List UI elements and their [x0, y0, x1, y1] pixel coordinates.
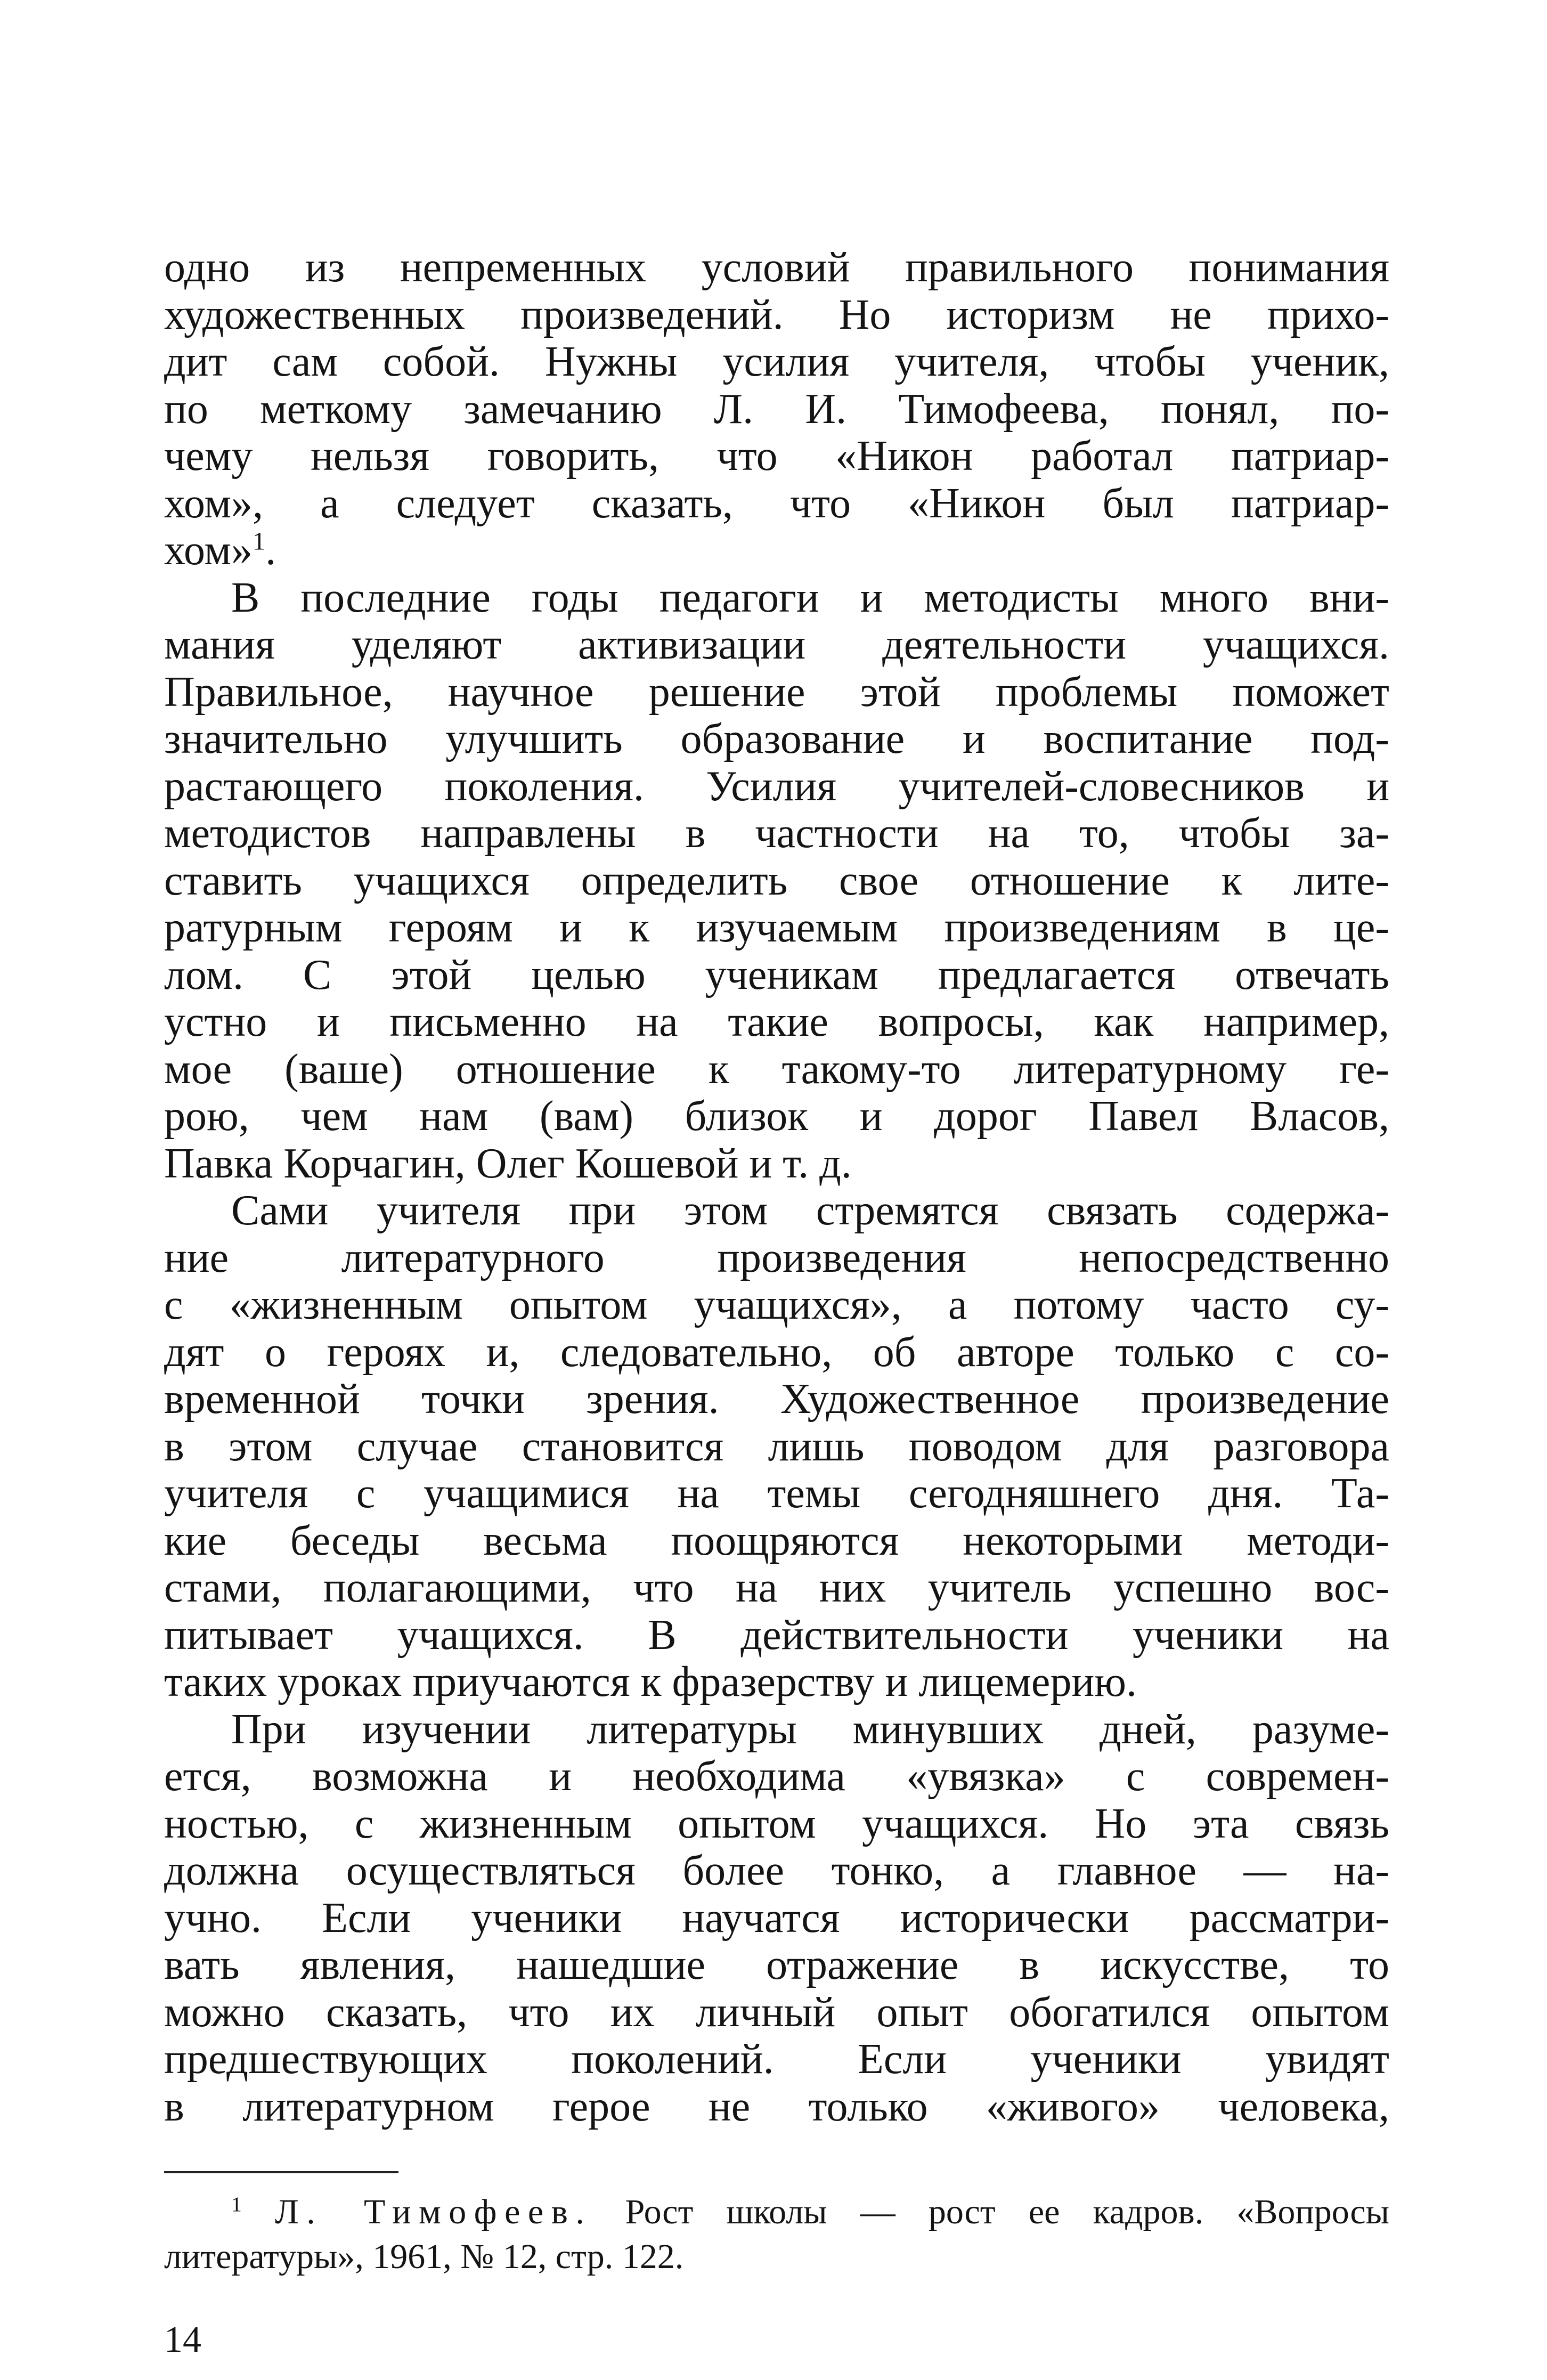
- text-line: художественных произведений. Но историзм не прихо-: [164, 291, 1389, 338]
- text-line: дит сам собой. Нужны усилия учителя, чтобы ученик,: [164, 338, 1389, 385]
- text-line: [164, 527, 1389, 574]
- text-line: методистов направлены в частности на то, чтобы за-: [164, 810, 1389, 857]
- text-line: значительно улучшить образование и воспитание под-: [164, 716, 1389, 762]
- text-line: предшествующих поколений. Если ученики увидят: [164, 2036, 1389, 2083]
- footnote: [164, 2190, 1389, 2279]
- footnote-author: Л. Тимофеев.: [274, 2192, 592, 2231]
- footnote-marker: 1: [231, 2192, 242, 2216]
- text-line: можно сказать, что их личный опыт обогатился опытом: [164, 1988, 1389, 2036]
- text-line: мания уделяют активизации деятельности учащихся.: [164, 621, 1389, 668]
- text-line: Сами учителя при этом стремятся связать содержа-: [231, 1187, 1389, 1234]
- page-number: 14: [164, 2319, 201, 2360]
- text-line: учно. Если ученики научатся исторически рассматри-: [164, 1894, 1389, 1942]
- text-line: растающего поколения. Усилия учителей-словесников и: [164, 762, 1389, 810]
- text-line: в этом случае становится лишь поводом для разговора: [164, 1423, 1389, 1470]
- text-line: должна осуществляться более тонко, а главное — на-: [164, 1847, 1389, 1894]
- text-line: хом», а следует сказать, что «Никон был патриар-: [164, 480, 1389, 527]
- text-line: ратурным героям и к изучаемым произведениям в це-: [164, 904, 1389, 951]
- text-line: мое (ваше) отношение к такому-то литературному ге-: [164, 1045, 1389, 1093]
- text-line: вать явления, нашедшие отражение в искусстве, то: [164, 1942, 1389, 1988]
- footnote-reference: 1: [253, 527, 266, 556]
- text-line: временной точки зрения. Художественное произведение: [164, 1376, 1389, 1423]
- text-line: стами, полагающими, что на них учитель успешно вос-: [164, 1564, 1389, 1611]
- text-line: с «жизненным опытом учащихся», а потому часто су-: [164, 1281, 1389, 1328]
- text-fragment: хом»: [164, 527, 253, 574]
- text-line: В последние годы педагоги и методисты много вни-: [231, 574, 1389, 621]
- text-line: лом. С этой целью ученикам предлагается отвечать: [164, 951, 1389, 998]
- text-line: ностью, с жизненным опытом учащихся. Но эта связь: [164, 1800, 1389, 1847]
- text-line: рою, чем нам (вам) близок и дорог Павел Власов,: [164, 1093, 1389, 1140]
- text-line: устно и письменно на такие вопросы, как например,: [164, 998, 1389, 1045]
- text-line: по меткому замечанию Л. И. Тимофеева, понял, по-: [164, 385, 1389, 433]
- text-line: ние литературного произведения непосредственно: [164, 1234, 1389, 1281]
- text-line: Павка Корчагин, Олег Кошевой и т. д.: [164, 1140, 852, 1187]
- footnote-divider: [164, 2171, 398, 2173]
- text-fragment: .: [265, 527, 276, 574]
- text-line: чему нельзя говорить, что «Никон работал патриар-: [164, 433, 1389, 480]
- text-line: При изучении литературы минувших дней, разуме-: [231, 1705, 1389, 1753]
- text-line: питывает учащихся. В действительности ученики на: [164, 1611, 1389, 1659]
- text-line: учителя с учащимися на темы сегодняшнего дня. Та-: [164, 1470, 1389, 1517]
- text-line: Правильное, научное решение этой проблемы поможет: [164, 668, 1389, 716]
- text-line: таких уроках приучаются к фразерству и лицемерию.: [164, 1659, 1137, 1705]
- text-line: в литературном герое не только «живого» человека,: [164, 2083, 1389, 2130]
- footnote-text: Рост школы — рост ее кадров. «Вопросы: [625, 2192, 1389, 2231]
- footnote-line: литературы», 1961, № 12, стр. 122.: [164, 2237, 684, 2276]
- text-line: ставить учащихся определить свое отношение к лите-: [164, 857, 1389, 904]
- text-line: одно из непременных условий правильного понимания: [164, 244, 1389, 291]
- text-line: кие беседы весьма поощряются некоторыми методи-: [164, 1517, 1389, 1564]
- text-line: дят о героях и, следовательно, об авторе только с со-: [164, 1328, 1389, 1376]
- text-line: ется, возможна и необходима «увязка» с современ-: [164, 1753, 1389, 1800]
- body-text: [164, 244, 1389, 2130]
- footnote-line: [164, 2190, 1389, 2235]
